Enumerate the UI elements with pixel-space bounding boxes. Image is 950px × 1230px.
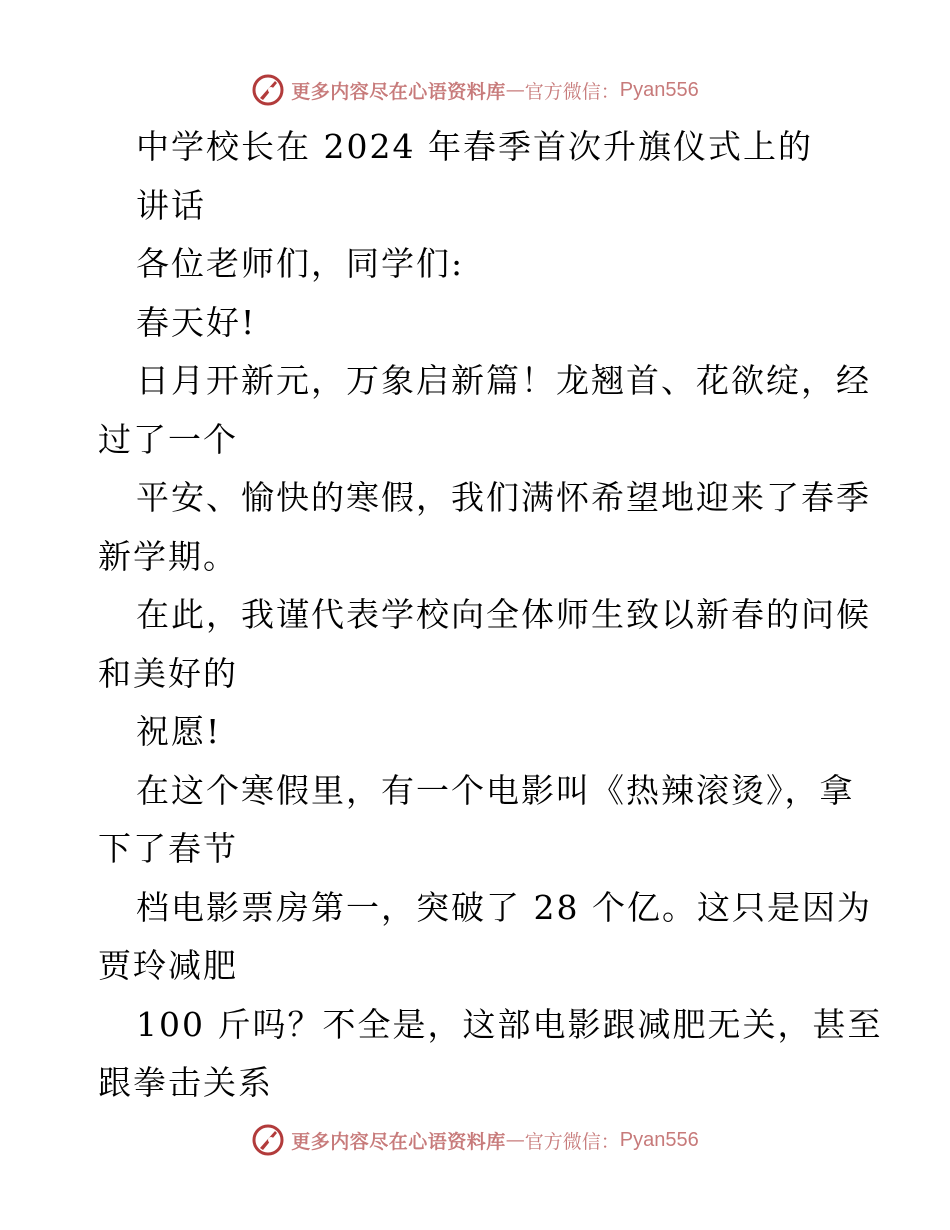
text-line: 跟拳击关系	[98, 1063, 273, 1102]
text-line: 日月开新元，万象启新篇！龙翘首、花欲绽，经	[136, 361, 871, 400]
text-line: 讲话	[136, 185, 206, 225]
text-line: 祝愿!	[136, 712, 222, 751]
quill-logo-icon	[251, 1123, 285, 1157]
banner-wechat-label: 官方微信：	[524, 80, 620, 103]
text-line: 档电影票房第一，突破了 28 个亿。这只是因为	[136, 887, 872, 927]
quill-logo-icon	[251, 73, 285, 107]
banner-main-text: 更多内容尽在心语资料库	[291, 80, 506, 103]
text-line: 贾玲减肥	[98, 946, 238, 985]
text-line: 各位老师们，同学们:	[136, 244, 465, 283]
header-banner	[0, 70, 950, 110]
banner-dash: —	[505, 79, 525, 101]
text-line: 新学期。	[98, 536, 238, 576]
banner-wechat-id: Pyan556	[619, 1128, 699, 1151]
banner-wechat-label: 官方微信：	[524, 1130, 620, 1153]
text-line: 平安、愉快的寒假，我们满怀希望地迎来了春季	[136, 478, 871, 517]
banner-dash: —	[505, 1129, 525, 1151]
text-line: 过了一个	[98, 419, 238, 459]
text-line: 中学校长在 2024 年春季首次升旗仪式上的	[136, 127, 813, 166]
text-line: 下了春节	[98, 829, 238, 868]
text-line: 在这个寒假里，有一个电影叫《热辣滚烫》，拿	[136, 770, 855, 810]
text-line: 在此，我谨代表学校向全体师生致以新春的问候	[136, 595, 871, 634]
text-line: 春天好!	[136, 302, 257, 342]
banner-wechat-id: Pyan556	[619, 78, 699, 101]
document-body	[98, 118, 883, 1113]
banner-main-text: 更多内容尽在心语资料库	[291, 1130, 506, 1153]
footer-banner	[0, 1120, 950, 1160]
text-line: 100 斤吗？不全是，这部电影跟减肥无关，甚至	[136, 1004, 883, 1044]
text-line: 和美好的	[98, 653, 238, 693]
